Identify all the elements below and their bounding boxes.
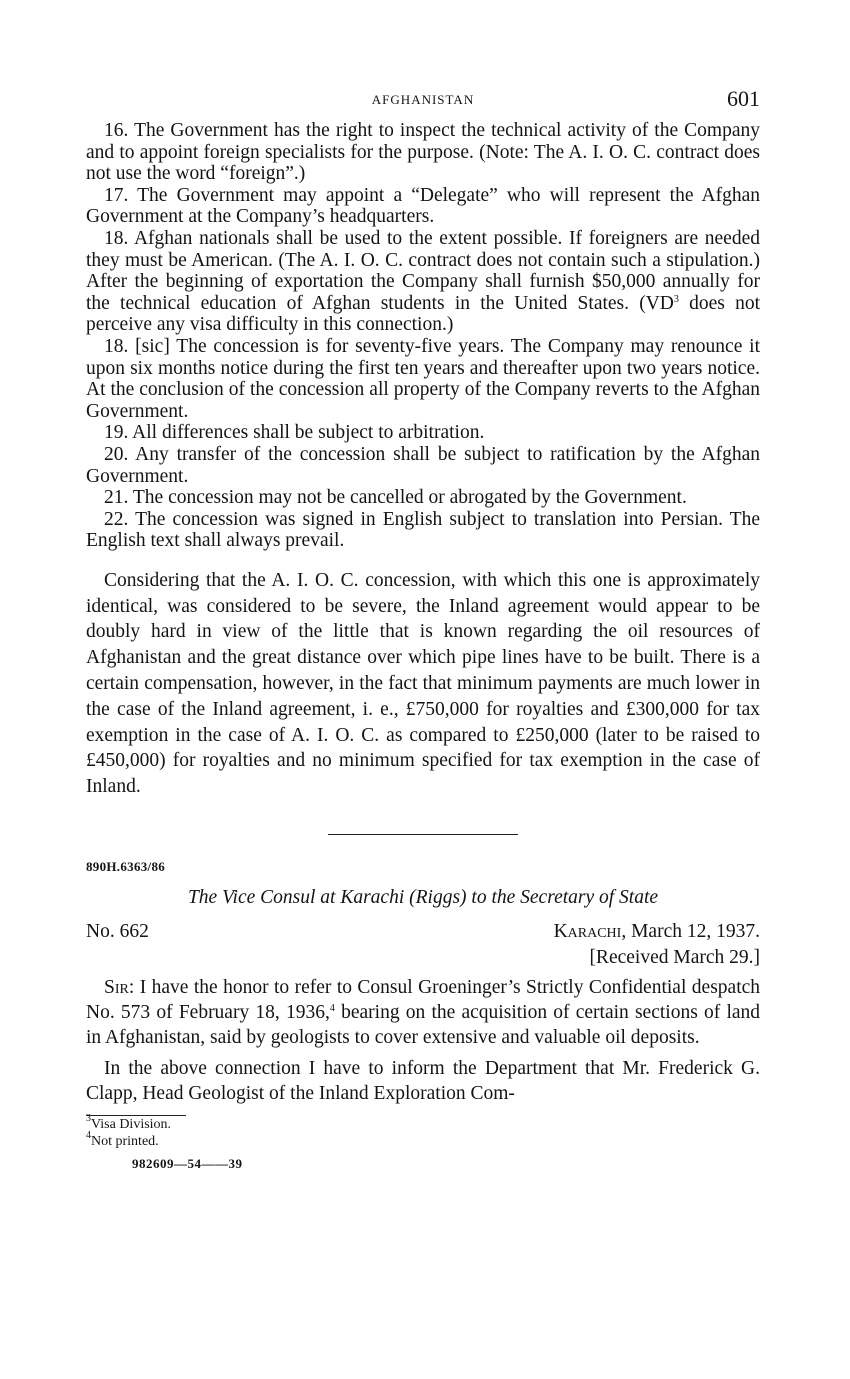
footnote-mark: 4 — [86, 1130, 91, 1142]
footnote-ref-not-printed: 4 — [329, 1003, 335, 1015]
footnote-not-printed — [86, 1130, 760, 1150]
place-date — [554, 921, 760, 943]
section-divider — [328, 834, 518, 835]
despatch-number: No. 662 — [86, 921, 149, 943]
running-head: AFGHANISTAN — [371, 92, 475, 107]
footnote-text: Not printed. — [91, 1134, 159, 1150]
term-18-tail: does not perceive any visa difficulty in this connection.) — [86, 292, 760, 336]
file-number: 890H.6363/86 — [86, 859, 166, 875]
page-header — [86, 80, 760, 120]
document-meta — [86, 921, 760, 947]
salutation: Sir: — [104, 977, 135, 999]
term-21: 21. The concession may not be cancelled or abrogated by the Government. — [104, 487, 687, 509]
date: March 12, 1937. — [631, 921, 760, 943]
footnote-mark: 3 — [86, 1113, 91, 1125]
term-20: 20. Any transfer of the concession shall be subject to ratification by the Afghan Government. — [86, 443, 760, 487]
term-18-text: 18. Afghan nationals shall be used to the extent possible. If foreigners are needed they must be American. (The A. I. O. C. contract does not contain such a stipulation.) After the beginning of exportation the Company shall furnish $50,000 annually for the technical education of Afghan students in the United States. (VD — [86, 227, 760, 314]
term-19: 19. All differences shall be subject to arbitration. — [104, 422, 485, 444]
term-18 — [86, 228, 760, 336]
document-title: The Vice Consul at Karachi (Riggs) to the Secretary of State — [187, 887, 659, 909]
page-number: 601 — [727, 86, 760, 111]
page — [86, 80, 760, 1172]
concession-terms-list — [86, 120, 760, 552]
comparison-paragraph: Considering that the A. I. O. C. concession, with which this one is approximately identical, was considered to be severe, the Inland agreement would appear to be doubly hard in view of the little that is known regarding the oil resources of Afghanistan and the great distance over which pipe lines have to be built. There is a certain compensation, however, in the fact that minimum payments are much lower in the case of the Inland agreement, i. e., £750,000 for royalties and £300,000 for tax exemption in the case of A. I. O. C. as compared to £250,000 (later to be raised to £450,000) for royalties and no minimum specified for tax exemption in the case of Inland. — [86, 569, 760, 798]
term-22: 22. The concession was signed in English subject to translation into Persian. The English text shall always prevail. — [86, 508, 760, 552]
term-17: 17. The Government may appoint a “Delegate” who will represent the Afghan Government at the Company’s headquarters. — [86, 184, 760, 228]
letter-paragraph-2: In the above connection I have to inform the Department that Mr. Frederick G. Clapp, Head Geologist of the Inland Exploration Com- — [86, 1058, 760, 1105]
letter-para-1-a: I have the honor to refer to Consul Groeninger’s Strictly Confidential despatch No. 573 of February 18, 1936, — [86, 977, 761, 1024]
footnote-visa-division — [86, 1113, 760, 1133]
place: Karachi, — [553, 921, 627, 943]
letter-paragraph-1 — [86, 975, 760, 1050]
letter-para-1-b: bearing on the acquisition of certain sections of land in Afghanistan, said by geologists to cover extensive and valuable oil deposits. — [86, 1002, 761, 1049]
received-date: [Received March 29.] — [589, 947, 760, 969]
footnote-text: Visa Division. — [91, 1117, 172, 1133]
term-16: 16. The Government has the right to inspect the technical activity of the Company and to appoint foreign specialists for the purpose. (Note: The A. I. O. C. contract does not use the word “foreign”.) — [86, 120, 760, 185]
print-code: 982609—54——39 — [132, 1156, 243, 1172]
term-18-sic: 18. [sic] The concession is for seventy-five years. The Company may renounce it upon six months notice during the first ten years and thereafter upon two years notice. At the conclusion of the concession all property of the Company reverts to the Afghan Government. — [86, 335, 760, 422]
footnote-ref-visa: 3 — [673, 293, 679, 305]
